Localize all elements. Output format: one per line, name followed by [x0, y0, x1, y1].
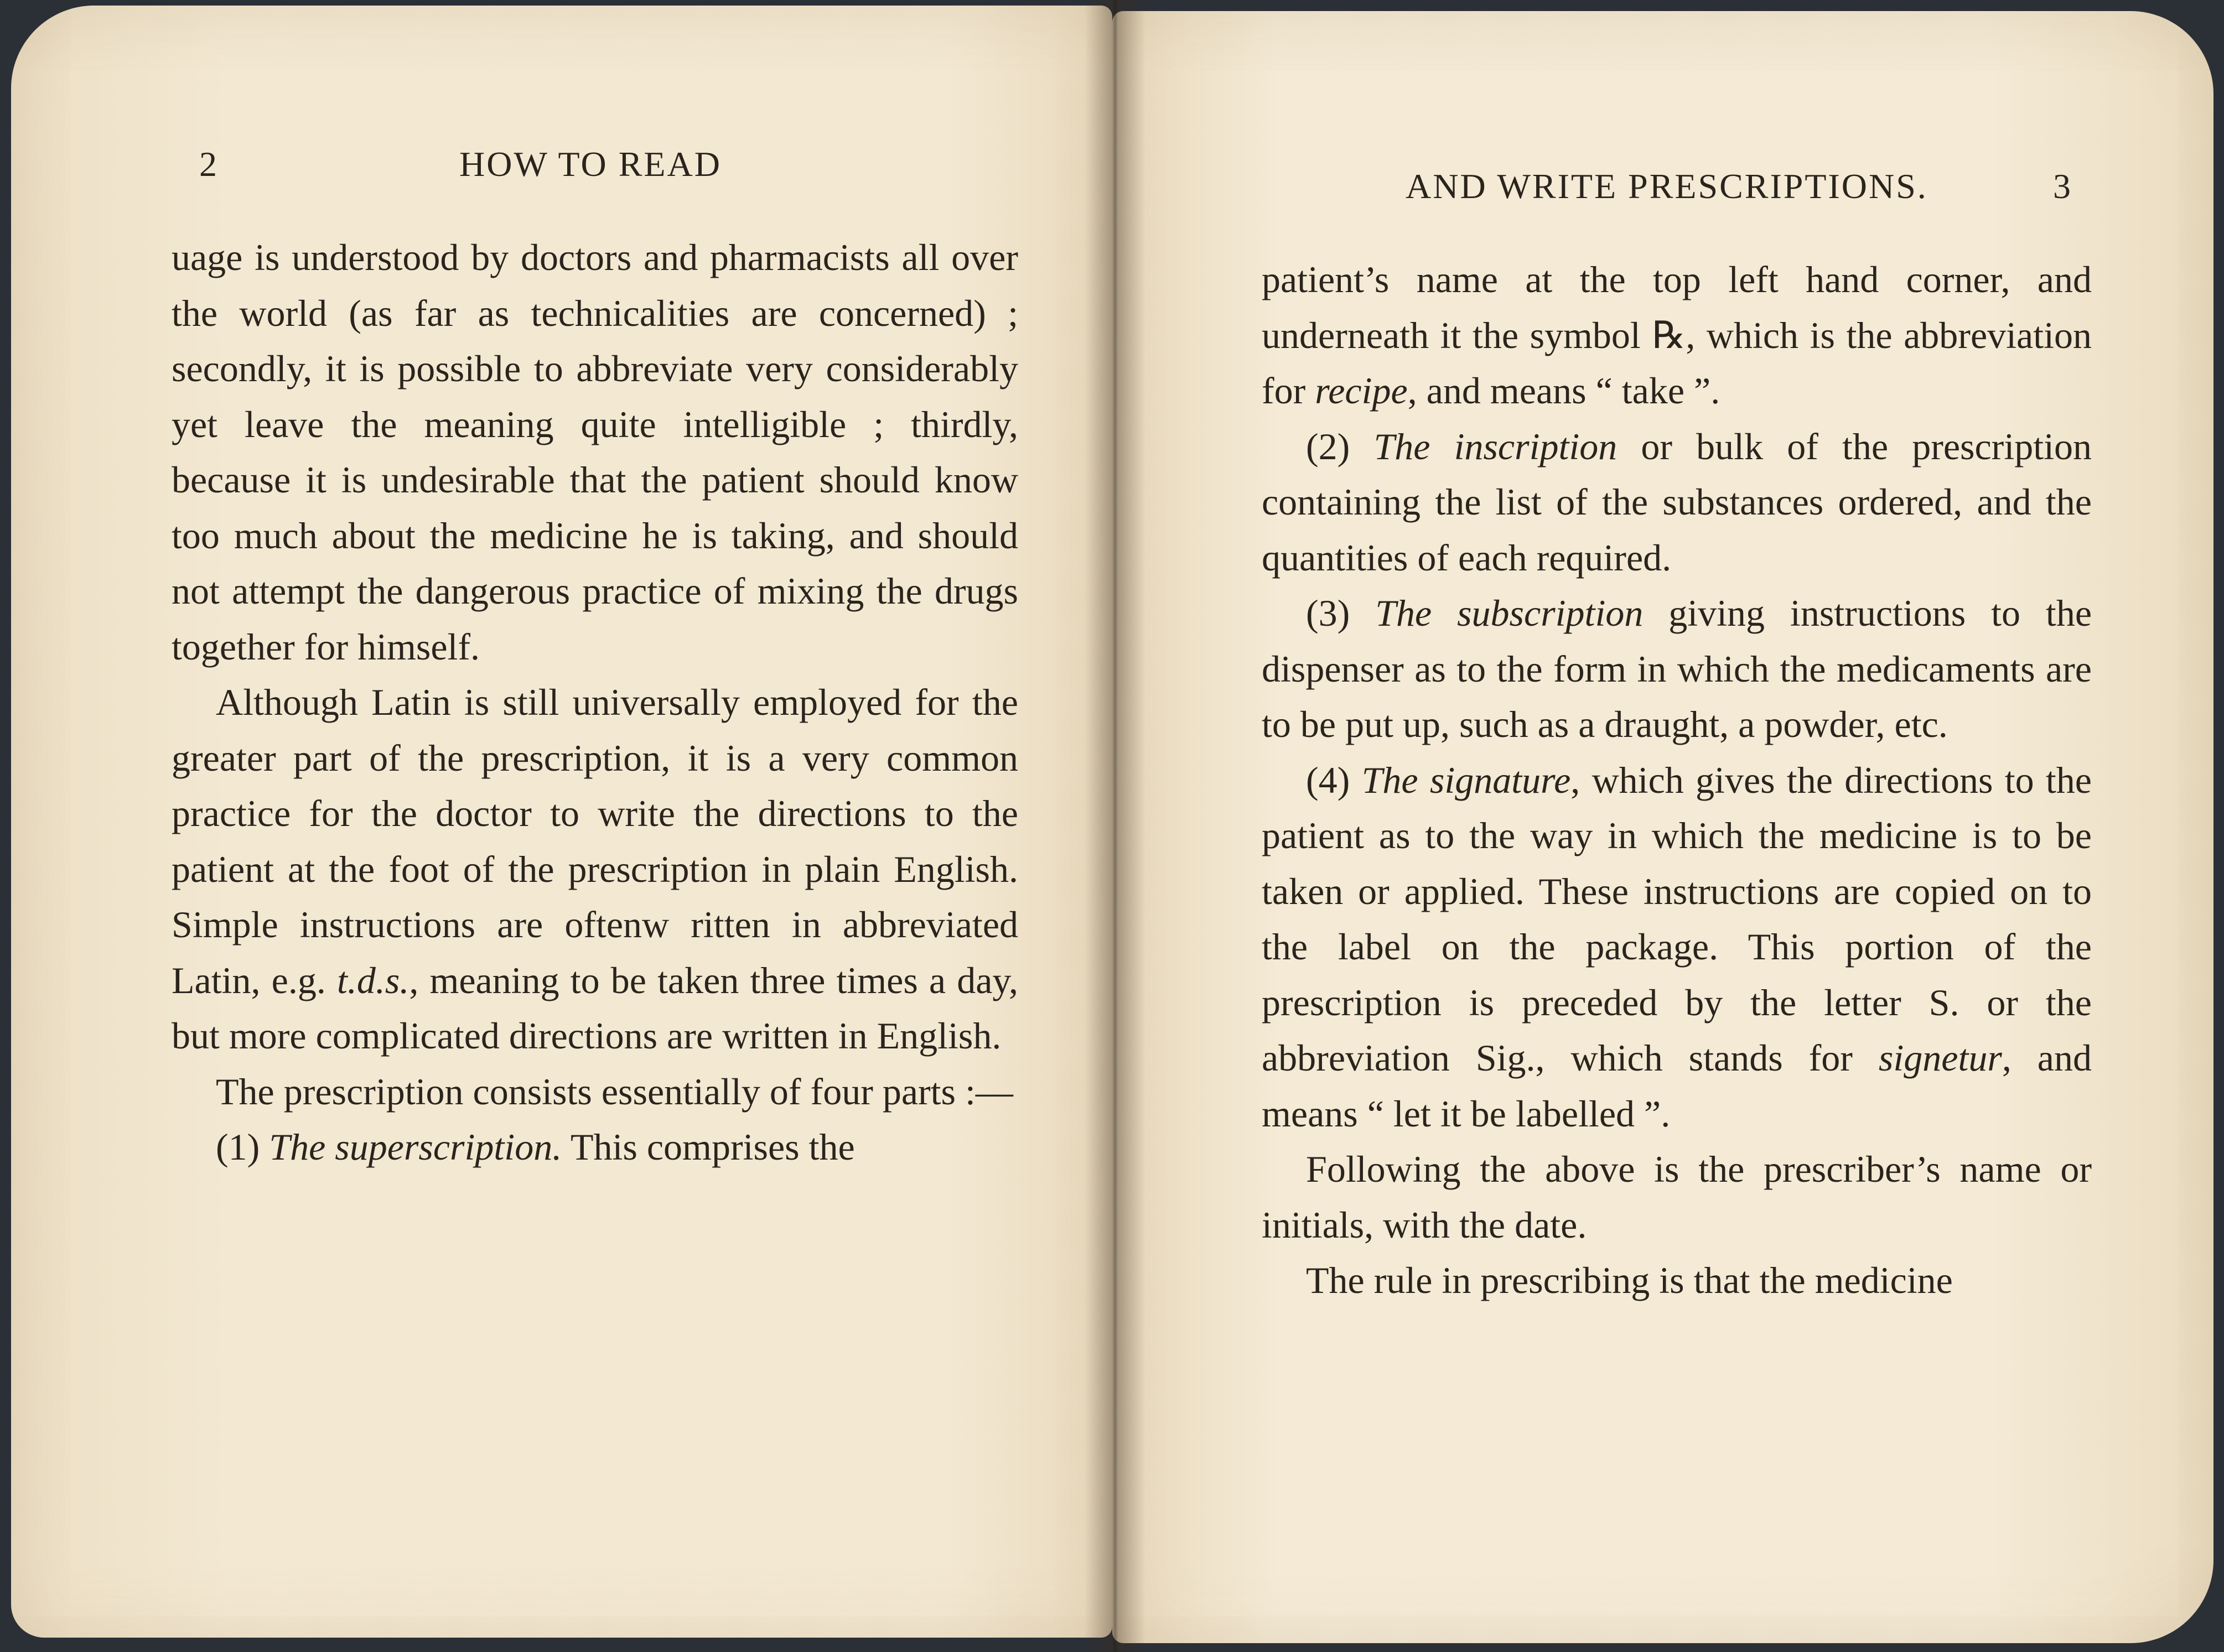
left-page-header [11, 144, 1112, 194]
paragraph: uage is understood by doctors and pharmacists all over the world (as far as technicalities are concerned) ; secondly, it is possible to abbreviate very considerably yet leave the meaning quite intelligible ; thirdly, because it is undesirable that the patient should know too much about the medicine he is taking, and should not attempt the dangerous practice of mixing the drugs together for himself. [172, 236, 1018, 668]
right-page-body [1262, 252, 2092, 1308]
paragraph: The rule in prescribing is that the medicine [1306, 1259, 1953, 1301]
right-page [1112, 11, 2213, 1643]
paragraph-text: Although Latin is still universally employed for the greater part of the prescription, it is a very common practice for the doctor to write the directions to the patient at the foot of the prescription in plain English. Simple instructions are oftenw ritten in abbreviated Latin, e.g. [172, 681, 1018, 1001]
term-italic: The subscription [1375, 592, 1644, 634]
paragraph-text: , which gives the directions to the patient as to the way in which the medicine is to be taken or applied. These instructions are copied on to the label on the package. This portion of the prescription is preceded by the letter S. or the abbreviation Sig., which stands for [1262, 759, 2092, 1079]
list-number: (4) [1306, 759, 1362, 801]
abbreviation-italic: t.d.s. [336, 959, 409, 1001]
paragraph-text: This comprises the [562, 1126, 855, 1168]
page-number: 2 [199, 144, 219, 184]
paragraph [1262, 752, 2092, 1142]
paragraph [172, 1119, 1018, 1175]
term-italic: The superscription. [269, 1126, 562, 1168]
running-head: HOW TO READ [459, 144, 722, 184]
running-head: AND WRITE PRESCRIPTIONS. [1406, 167, 1928, 206]
paragraph-text: , meaning to be taken three times a day, but more complicated directions are written in English. [172, 959, 1019, 1057]
paragraph: The prescription consists essentially of four parts :— [216, 1070, 1013, 1113]
page-number: 3 [2053, 167, 2072, 206]
book-spine [1085, 0, 1145, 1652]
paragraph [1262, 252, 2092, 419]
paragraph [1262, 419, 2092, 586]
paragraph-text: or bulk of the prescription containing the list of the substances ordered, and the quantities of each required. [1262, 425, 2092, 579]
term-italic: recipe [1315, 370, 1408, 412]
paragraph [172, 674, 1018, 1064]
right-page-header [1112, 149, 2213, 206]
left-page [11, 6, 1112, 1638]
paragraph [1262, 585, 2092, 752]
list-number: (1) [216, 1126, 269, 1168]
paragraph-text: , and means “ let it be labelled ”. [1262, 1037, 2092, 1135]
term-italic: The signature [1361, 759, 1571, 801]
paragraph: Following the above is the prescriber’s name or initials, with the date. [1262, 1148, 2092, 1246]
term-italic: signetur [1878, 1037, 2002, 1079]
term-italic: The inscription [1373, 425, 1618, 467]
left-page-body [172, 230, 1018, 1175]
paragraph-text: patient’s name at the top left hand corner, and underneath it the symbol ℞, which is the abbreviation for [1262, 258, 2092, 412]
list-number: (2) [1306, 425, 1374, 467]
list-number: (3) [1306, 592, 1376, 634]
paragraph-text: giving instructions to the dispenser as to the form in which the medicaments are to be put up, such as a draught, a powder, etc. [1262, 592, 2092, 745]
paragraph-text: , and means “ take ”. [1407, 370, 1720, 412]
